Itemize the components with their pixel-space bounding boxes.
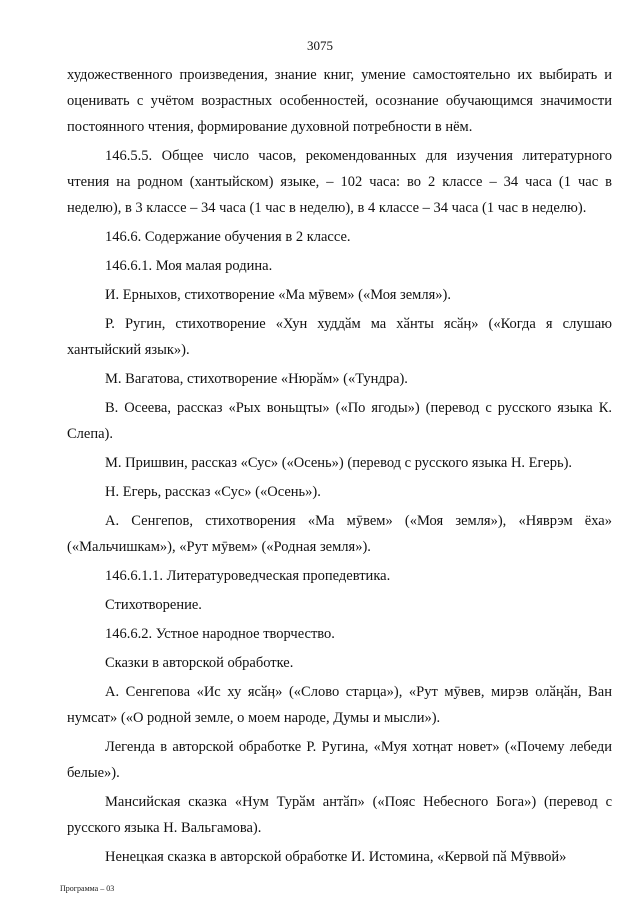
paragraph: 146.6.1.1. Литературоведческая пропедевтика. bbox=[105, 568, 391, 584]
paragraph: Р. Ругин, стихотворение «Хун худдӑм ма хӑнты ясӑӊ» («Когда я слушаю хантыйский язык»). bbox=[67, 316, 612, 358]
paragraph: М. Пришвин, рассказ «Сус» («Осень») (перевод с русского языка Н. Егерь). bbox=[105, 455, 573, 471]
paragraph: 146.5.5. Общее число часов, рекомендованных для изучения литературного чтения на родном (хантыйском) языке, – 102 часа: во 2 классе – 34 часа (1 час в неделю), в 3 классе – 34 часа (1 час в неделю), в 4 классе – 34 часа (1 час в неделю). bbox=[67, 148, 612, 216]
paragraph: И. Ерныхов, стихотворение «Ма мӯвем» («Моя земля»). bbox=[105, 287, 451, 303]
paragraph: Н. Егерь, рассказ «Сус» («Осень»). bbox=[105, 484, 321, 500]
paragraph: Легенда в авторской обработке Р. Ругина, «Муя хотӊат новет» («Почему лебеди белые»). bbox=[67, 739, 612, 781]
paragraph: Стихотворение. bbox=[105, 597, 202, 613]
page-number: 3075 bbox=[307, 38, 333, 53]
paragraph: художественного произведения, знание книг, умение самостоятельно их выбирать и оценивать с учётом возрастных особенностей, осознание обучающимся значимости постоянного чтения, формирование духовной потребности в нём. bbox=[67, 67, 612, 135]
paragraph: А. Сенгепов, стихотворения «Ма мӯвем» («Моя земля»), «Няврэм ёха» («Мальчишкам»), «Рут мӯвем» («Родная земля»). bbox=[67, 513, 612, 555]
paragraph: 146.6.1. Моя малая родина. bbox=[105, 258, 273, 274]
paragraph: М. Вагатова, стихотворение «Нюрӑм» («Тундра). bbox=[105, 371, 408, 387]
document-body bbox=[67, 62, 612, 870]
paragraph: Мансийская сказка «Нум Турӑм антӑп» («Пояс Небесного Бога») (перевод с русского языка Н. Вальгамова). bbox=[67, 794, 612, 836]
paragraph: В. Осеева, рассказ «Рых воньщты» («По ягоды») (перевод с русского языка К. Слепа). bbox=[67, 400, 612, 442]
paragraph: Сказки в авторской обработке. bbox=[105, 655, 294, 671]
footer-note: Программа – 03 bbox=[60, 884, 115, 893]
paragraph: 146.6.2. Устное народное творчество. bbox=[105, 626, 335, 642]
paragraph: Ненецкая сказка в авторской обработке И. Истомина, «Кервой пӑ Мӯввой» bbox=[105, 849, 567, 865]
paragraph: А. Сенгепова «Ис ху ясӑӊ» («Слово старца»), «Рут мӯвев, мирэв олӑӊӑн, Ван нумсат» («О родной земле, о моем народе, Думы и мысли»). bbox=[67, 684, 612, 726]
paragraph: 146.6. Содержание обучения в 2 классе. bbox=[105, 229, 351, 245]
